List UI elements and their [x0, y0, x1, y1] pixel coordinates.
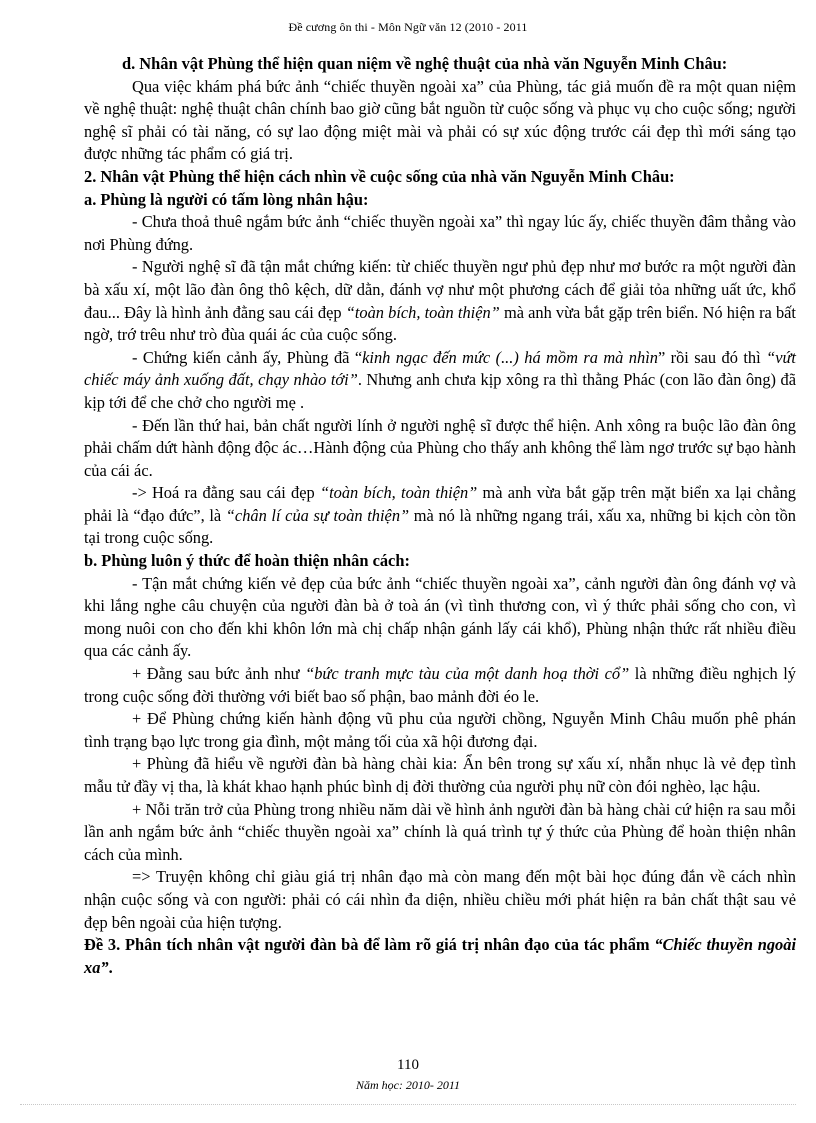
section-d-paragraph: Qua việc khám phá bức ảnh “chiếc thuyền ngoài xa” của Phùng, tác giả muốn đề ra một quan niệm về nghệ thuật: nghệ thuật chân chính bao giờ cũng bắt nguồn từ cuộc sống và phục vụ cho cuộc sống; người nghệ sĩ phải có tài năng, có sự lao động miệt mài và phải có sự xúc động trước cái đẹp thì mới sáng tạo được những tác phẩm có giá trị. — [84, 76, 796, 164]
paragraph-b2: + Đằng sau bức ảnh như “bức tranh mực tàu của một danh hoạ thời cổ” là những điều nghịch lý trong cuộc sống đời thường với biết bao số phận, bao mảnh đời éo le. — [84, 664, 796, 706]
page-number: 110 — [397, 1057, 419, 1073]
page-content — [84, 53, 796, 979]
section-2-heading: 2. Nhân vật Phùng thể hiện cách nhìn về cuộc sống của nhà văn Nguyễn Minh Châu: — [84, 166, 675, 186]
paragraph-a4: - Đến lần thứ hai, bản chất người lính ở người nghệ sĩ được thể hiện. Anh xông ra buộc lão đàn ông phải chấm dứt hành động độc ác…Hành động của Phùng cho thấy anh không thể làm ngơ trước sự bạo hành của cái ác. — [84, 415, 796, 480]
paragraph-a5: -> Hoá ra đằng sau cái đẹp “toàn bích, toàn thiện” mà anh vừa bắt gặp trên mặt biển xa lại chẳng phải là “đạo đức”, là “chân lí của sự toàn thiện” mà nó là những ngang trái, xấu xa, những bi kịch còn tồn tại trong cuộc sống. — [84, 483, 797, 548]
paragraph-b1: - Tận mắt chứng kiến vẻ đẹp của bức ảnh “chiếc thuyền ngoài xa”, cảnh người đàn ông đánh vợ và khi lắng nghe câu chuyện của người đàn bà ở toà án (vì tình thương con, vì ý thức phải sống cho con, vì mong nuôi con cho đến khi khôn lớn mà chị chấp nhận gánh lấy cái khổ), Phùng nhận thức rất nhiều điều qua các cảnh ấy. — [84, 573, 796, 661]
paragraph-a3: - Chứng kiến cảnh ấy, Phùng đã “kinh ngạc đến mức (...) há mồm ra mà nhìn” rồi sau đó thì “vứt chiếc máy ảnh xuống đất, chạy nhào tới”. Nhưng anh chưa kịp xông ra thì thằng Phác (con lão đàn ông) đã kịp tới để che chở cho người mẹ . — [84, 347, 796, 412]
paragraph-a1: - Chưa thoả thuê ngắm bức ảnh “chiếc thuyền ngoài xa” thì ngay lúc ấy, chiếc thuyền đâm thẳng vào nơi Phùng đứng. — [84, 212, 796, 254]
section-2a-heading: a. Phùng là người có tấm lòng nhân hậu: — [84, 189, 369, 209]
page-bottom-divider — [20, 1104, 796, 1105]
paragraph-a2: - Người nghệ sĩ đã tận mắt chứng kiến: từ chiếc thuyền ngư phủ đẹp như mơ bước ra một người đàn bà xấu xí, một lão đàn ông thô kệch, dữ dằn, đánh vợ như một phương cách để giải tỏa những uất ức, khổ đau... Đây là hình ảnh đằng sau cái đẹp “toàn bích, toàn thiện” mà anh vừa bắt gặp trên biển. Nó hiện ra bất ngờ, trớ trêu như trò đùa quái ác của cuộc sống. — [84, 257, 796, 345]
footer-year: Năm học: 2010- 2011 — [355, 1078, 461, 1092]
conclusion-paragraph: => Truyện không chỉ giàu giá trị nhân đạo mà còn mang đến một bài học đúng đắn về cách nhìn nhận cuộc sống và con người: phải có cái nhìn đa diện, nhiều chiều mới phát hiện ra bản chất thật sau vẻ đẹp bên ngoài của hiện tượng. — [84, 867, 796, 932]
paragraph-b4: + Phùng đã hiểu về người đàn bà hàng chài kia: Ẩn bên trong sự xấu xí, nhẫn nhục là vẻ đẹp tình mẫu tử đầy vị tha, là khát khao hạnh phúc bình dị đời thường của người phụ nữ còn đói nghèo, lạc hậu. — [84, 754, 796, 796]
paragraph-b5: + Nỗi trăn trở của Phùng trong nhiều năm dài về hình ảnh người đàn bà hàng chài cứ hiện ra sau mỗi lần anh ngắm bức ảnh “chiếc thuyền ngoài xa” chính là quá trình tự ý thức của Phùng để hoàn thiện nhân cách của mình. — [84, 799, 796, 864]
page-header: Đề cương ôn thi - Môn Ngữ văn 12 (2010 - 2011 — [288, 20, 528, 34]
paragraph-b3: + Để Phùng chứng kiến hành động vũ phu của người chồng, Nguyễn Minh Châu muốn phê phán tình trạng bạo lực trong gia đình, một mảng tối của xã hội đương đại. — [84, 709, 796, 751]
section-2b-heading: b. Phùng luôn ý thức để hoàn thiện nhân cách: — [84, 551, 410, 571]
section-d-heading: d. Nhân vật Phùng thể hiện quan niệm về nghệ thuật của nhà văn Nguyễn Minh Châu: — [122, 54, 728, 73]
de3-heading: Đề 3. Phân tích nhân vật người đàn bà để làm rõ giá trị nhân đạo của tác phẩm “Chiếc thuyền ngoài xa”. — [84, 935, 796, 977]
